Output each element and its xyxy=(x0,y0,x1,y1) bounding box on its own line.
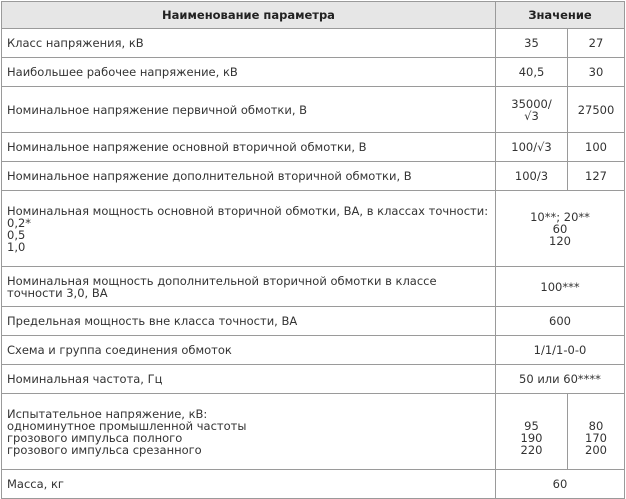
param-value-1: 40,5 xyxy=(496,58,568,87)
value-line: 95 xyxy=(524,418,539,433)
param-value: 600 xyxy=(496,307,625,336)
table-row xyxy=(2,336,625,365)
name-line: грозового импульса срезанного xyxy=(7,442,202,457)
param-value-1: 35 xyxy=(496,29,568,58)
param-name: Наибольшее рабочее напряжение, кВ xyxy=(2,58,496,87)
param-name: Номинальная мощность дополнительной вторичной обмотки в классе точности 3,0, ВА xyxy=(2,267,496,307)
param-value-2: 27 xyxy=(568,29,625,58)
param-value-2 xyxy=(568,394,625,470)
param-name: Схема и группа соединения обмоток xyxy=(2,336,496,365)
name-line: Номинальная мощность основной вторичной обмотки, ВА, в классах точности: xyxy=(7,203,489,218)
param-value: 1/1/1-0-0 xyxy=(496,336,625,365)
param-name: Класс напряжения, кВ xyxy=(2,29,496,58)
param-name: Номинальное напряжение первичной обмотки, В xyxy=(2,87,496,133)
value-line: 60 xyxy=(552,221,568,236)
table-row xyxy=(2,394,625,470)
table-row xyxy=(2,307,625,336)
param-value: 100*** xyxy=(496,267,625,307)
param-value-2: 100 xyxy=(568,133,625,162)
param-value-2: 27500 xyxy=(568,87,625,133)
param-name xyxy=(2,394,496,470)
table-row xyxy=(2,162,625,191)
value-line: √3 xyxy=(524,108,539,123)
value-line: 120 xyxy=(549,233,571,248)
param-value-1: 100/3 xyxy=(496,162,568,191)
param-value-2: 30 xyxy=(568,58,625,87)
table-row xyxy=(2,267,625,307)
param-value: 60 xyxy=(496,470,625,499)
param-value-1 xyxy=(496,87,568,133)
value-line: 170 xyxy=(585,430,607,445)
table-row xyxy=(2,58,625,87)
value-line: 80 xyxy=(588,418,604,433)
name-line: 0,2* xyxy=(7,215,32,230)
param-name: Предельная мощность вне класса точности, ВА xyxy=(2,307,496,336)
param-name xyxy=(2,191,496,267)
name-line: грозового импульса полного xyxy=(7,430,183,445)
value-line: 35000/ xyxy=(511,96,552,111)
value-line: 200 xyxy=(585,442,607,457)
param-value xyxy=(496,191,625,267)
param-name: Номинальное напряжение основной вторичной обмотки, В xyxy=(2,133,496,162)
param-name: Номинальное напряжение дополнительной вторичной обмотки, В xyxy=(2,162,496,191)
param-value-2: 127 xyxy=(568,162,625,191)
value-line: 10**; 20** xyxy=(530,209,590,224)
value-line: 220 xyxy=(520,442,543,457)
param-name: Номинальная частота, Гц xyxy=(2,365,496,394)
table-header-row xyxy=(2,2,625,29)
name-line: 1,0 xyxy=(7,239,26,254)
header-name: Наименование параметра xyxy=(2,2,496,29)
param-value-1 xyxy=(496,394,568,470)
name-line: 0,5 xyxy=(7,227,26,242)
param-name: Масса, кг xyxy=(2,470,496,499)
header-value: Значение xyxy=(496,2,625,29)
table-row xyxy=(2,29,625,58)
value-line: 190 xyxy=(520,430,543,445)
value-line xyxy=(501,408,562,420)
parameters-table xyxy=(1,1,625,499)
table-row xyxy=(2,87,625,133)
table-row xyxy=(2,365,625,394)
table-row xyxy=(2,191,625,267)
table-row xyxy=(2,133,625,162)
name-line: Испытательное напряжение, кВ: xyxy=(7,406,208,421)
table-row xyxy=(2,470,625,499)
param-value-1: 100/√3 xyxy=(496,133,568,162)
name-line: одноминутное промышленной частоты xyxy=(7,418,247,433)
value-line xyxy=(573,408,619,420)
param-value: 50 или 60**** xyxy=(496,365,625,394)
